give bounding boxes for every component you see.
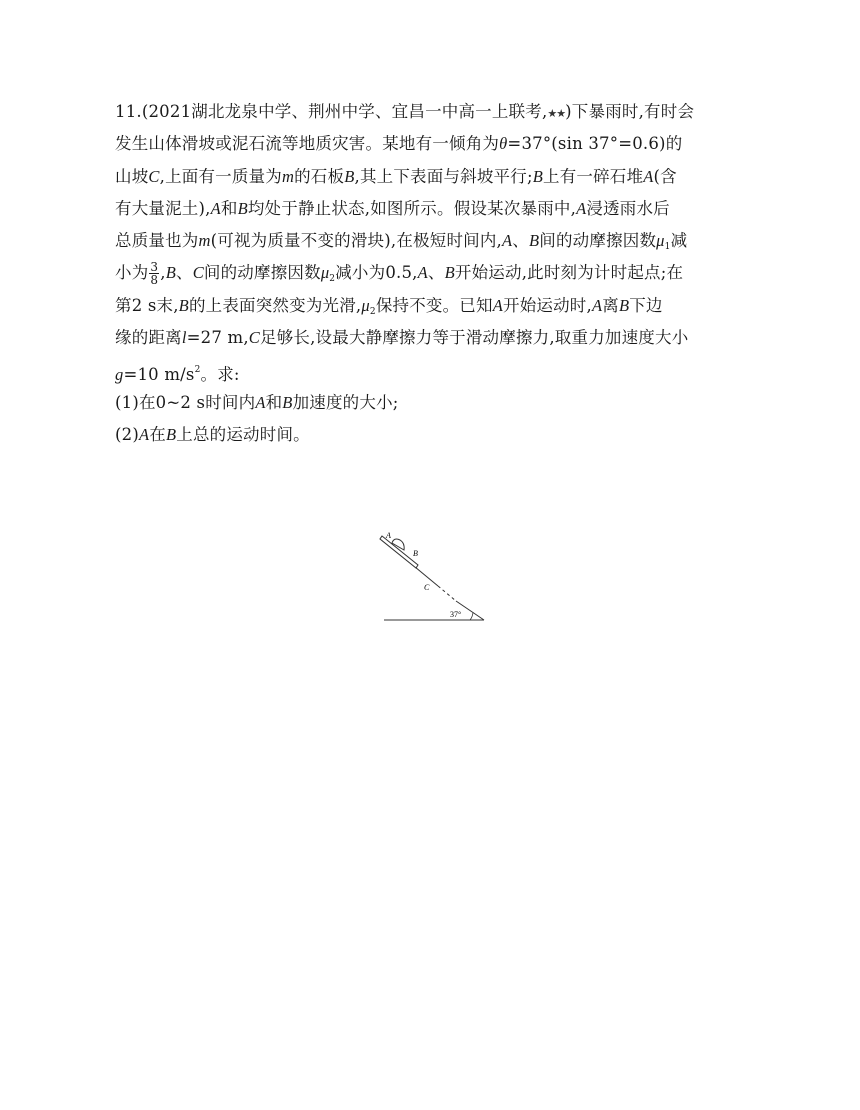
slope-dashed-line xyxy=(438,586,456,601)
incline-figure xyxy=(370,528,490,624)
problem-line-2: 发生山体滑坡或泥石流等地质灾害。某地有一倾角为θ=37°(sin 37°=0.6)的 xyxy=(115,134,683,154)
problem-11 xyxy=(115,96,753,451)
incline-diagram xyxy=(370,528,490,624)
problem-line-3: 山坡C,上面有一质量为m的石板B,其上下表面与斜坡平行;B上有一碎石堆A(含 xyxy=(115,166,677,186)
label-a: A xyxy=(386,531,391,540)
problem-line-6: 小为 $\frac{3}{8}$ ,B、C间的动摩擦因数$\mu_2$减小为0.5,A、B开始运动,此时刻为计时起点;在 xyxy=(115,260,684,288)
question-1: (1)在0~2 s时间内A和B加速度的大小; xyxy=(115,392,399,412)
label-b: B xyxy=(413,549,418,558)
problem-line-4: 有大量泥土),A和B均处于静止状态,如图所示。假设某次暴雨中,A浸透雨水后 xyxy=(115,198,670,218)
difficulty-stars-icon: ★★ xyxy=(547,107,566,120)
problem-line-9: g=10 $m/s^2$。求: xyxy=(115,365,240,385)
angle-arc xyxy=(470,612,473,620)
problem-line-5: 总质量也为m(可视为质量不变的滑块),在极短时间内,A、B间的动摩擦因数$\mu_1$减 xyxy=(115,231,688,253)
question-2: (2)A在B上总的运动时间。 xyxy=(115,424,310,444)
problem-line-8: 缘的距离l=27 m,C足够长,设最大静摩擦力等于滑动摩擦力,取重力加速度大小 xyxy=(115,328,689,348)
problem-line-7: 第2 s末,B的上表面突然变为光滑$,\mu_2$保持不变。已知A开始运动时,A离B下边 xyxy=(115,295,663,317)
label-c: C xyxy=(424,583,430,592)
problem-number: 11. xyxy=(115,102,142,121)
problem-line-1: 11.(2021湖北龙泉中学、荆州中学、宜昌一中高一上联考,★★)下暴雨时,有时会 xyxy=(115,102,695,121)
angle-label: 37° xyxy=(450,610,462,619)
problem-source: (2021湖北龙泉中学、荆州中学、宜昌一中高一上联考, xyxy=(141,102,548,121)
fraction-three-eighths: $\frac{3}{8}$ xyxy=(150,260,159,288)
